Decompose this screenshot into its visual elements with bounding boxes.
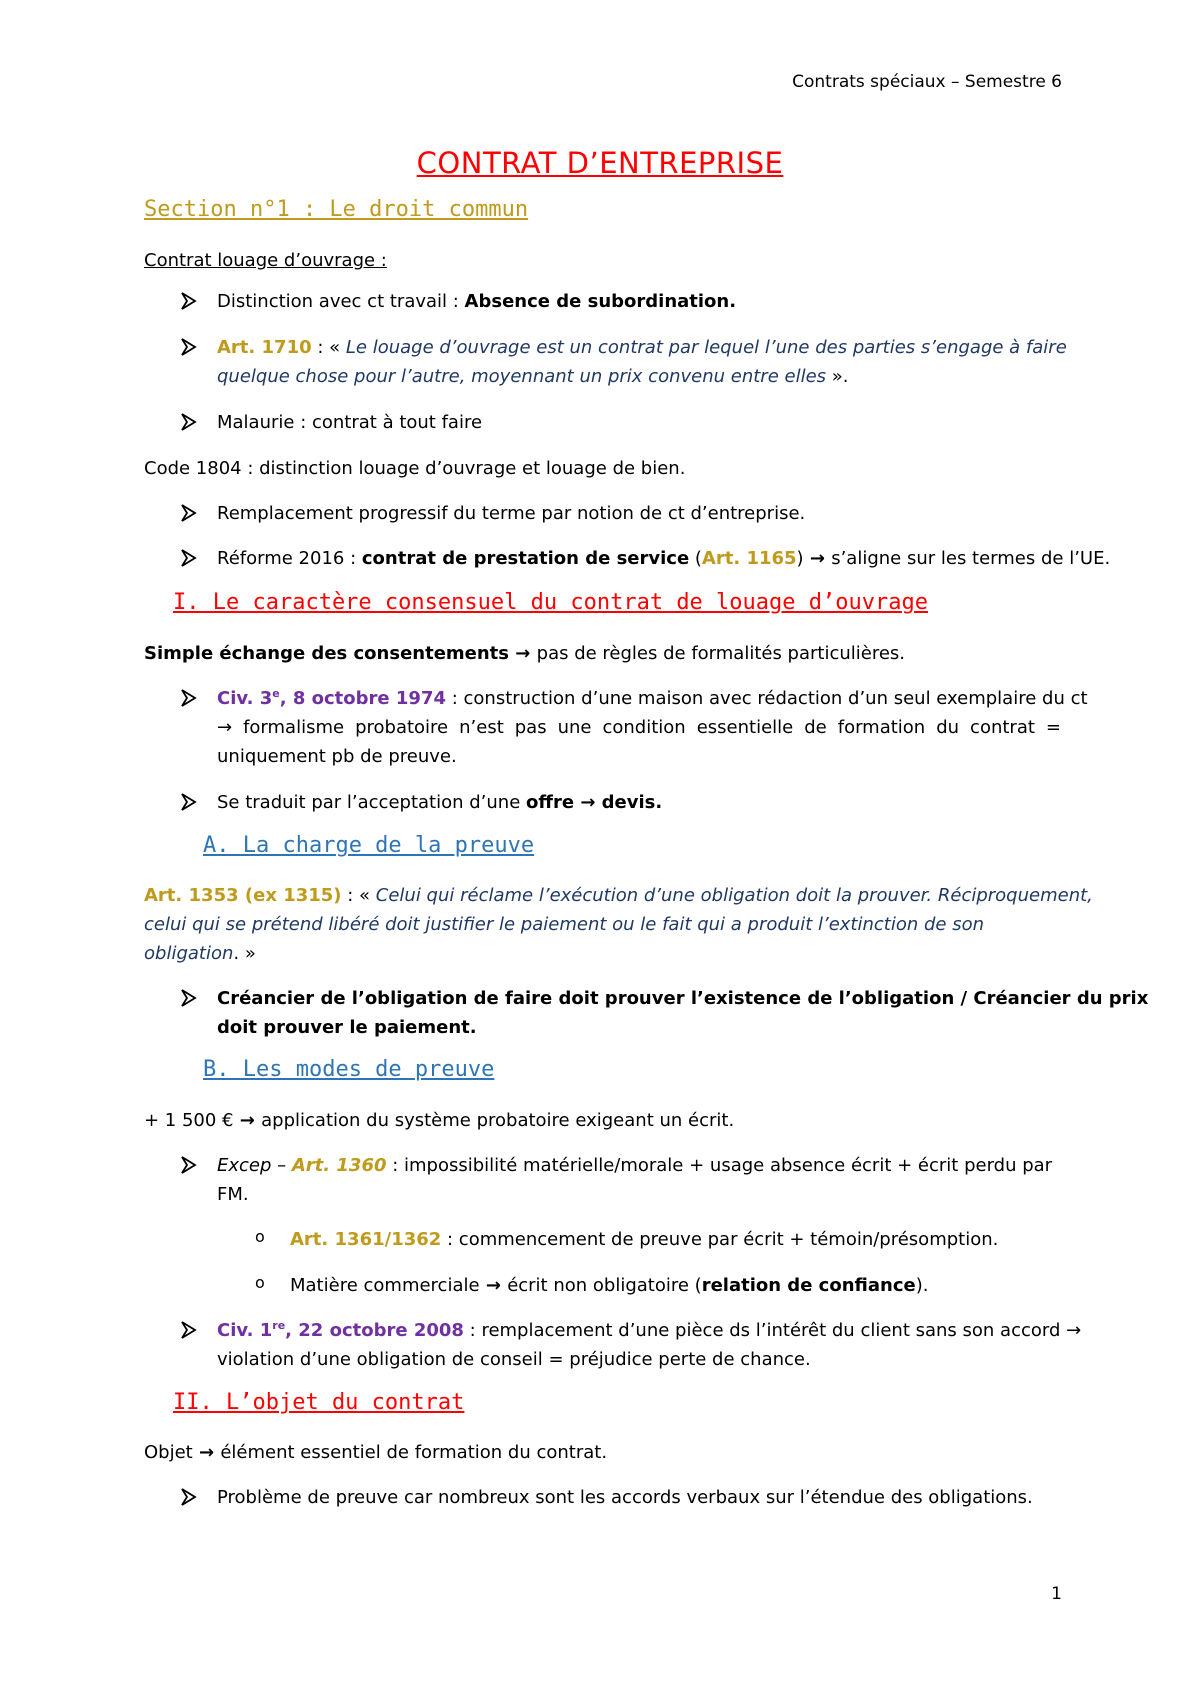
bullet-item-continuation: doit prouver le paiement. — [217, 1017, 477, 1038]
paragraph: + 1 500 € → application du système probatoire exigeant un écrit. — [144, 1110, 735, 1131]
bullet-item-continuation: → formalisme probatoire n’est pas une condition essentielle de formation du contrat = — [217, 717, 1061, 738]
running-header: Contrats spéciaux – Semestre 6 — [792, 72, 1062, 92]
sub-bullet-item: Art. 1361/1362 : commencement de preuve par écrit + témoin/présomption. — [290, 1229, 999, 1250]
bullet-item-continuation: violation d’une obligation de conseil = préjudice perte de chance. — [217, 1349, 811, 1370]
paragraph-continuation: celui qui se prétend libéré doit justifier le paiement ou le fait qui a produit l’extinction de son — [144, 914, 985, 935]
subsection-heading: B. Les modes de preuve — [203, 1057, 495, 1082]
bullet-item-continuation: quelque chose pour l’autre, moyennant un prix convenu entre elles ». — [217, 366, 849, 387]
paragraph: Simple échange des consentements → pas de règles de formalités particulières. — [144, 643, 906, 664]
bullet-item: Malaurie : contrat à tout faire — [217, 412, 483, 433]
paragraph: Code 1804 : distinction louage d’ouvrage et louage de bien. — [144, 458, 686, 479]
bullet-item: Problème de preuve car nombreux sont les accords verbaux sur l’étendue des obligations. — [217, 1487, 1033, 1508]
bullet-item: Civ. 1re, 22 octobre 2008 : remplacement d’une pièce ds l’intérêt du client sans son accord → — [217, 1319, 1082, 1341]
arrowhead-bullet-icon — [181, 792, 201, 821]
bullet-item: Excep – Art. 1360 : impossibilité matérielle/morale + usage absence écrit + écrit perdu par — [217, 1155, 1053, 1176]
arrowhead-bullet-icon — [181, 337, 201, 366]
page-number: 1 — [1051, 1584, 1062, 1604]
paragraph: Art. 1353 (ex 1315) : « Celui qui réclame l’exécution d’une obligation doit la prouver. Réciproquement, — [144, 885, 1093, 906]
arrowhead-bullet-icon — [181, 291, 201, 320]
arrowhead-bullet-icon — [181, 1320, 201, 1349]
part-heading: II. L’objet du contrat — [173, 1390, 465, 1415]
part-heading: I. Le caractère consensuel du contrat de louage d’ouvrage — [173, 590, 928, 615]
bullet-item-continuation: FM. — [217, 1184, 249, 1205]
bullet-item: Distinction avec ct travail : Absence de subordination. — [217, 291, 737, 312]
arrowhead-bullet-icon — [181, 1487, 201, 1516]
arrowhead-bullet-icon — [181, 688, 201, 717]
arrowhead-bullet-icon — [181, 548, 201, 577]
arrowhead-bullet-icon — [181, 412, 201, 441]
arrowhead-bullet-icon — [181, 503, 201, 532]
section-heading: Section n°1 : Le droit commun — [144, 197, 529, 222]
paragraph: Objet → élément essentiel de formation du contrat. — [144, 1442, 608, 1463]
circle-bullet-icon: o — [255, 1227, 265, 1246]
bullet-item: Se traduit par l’acceptation d’une offre → devis. — [217, 792, 663, 813]
bullet-item: Créancier de l’obligation de faire doit prouver l’existence de l’obligation / Créancier du prix — [217, 988, 1149, 1009]
subsection-heading: A. La charge de la preuve — [203, 833, 535, 858]
bullet-item-continuation: uniquement pb de preuve. — [217, 746, 457, 767]
paragraph-continuation: obligation. » — [144, 943, 256, 964]
subheading: Contrat louage d’ouvrage : — [144, 250, 387, 271]
arrowhead-bullet-icon — [181, 988, 201, 1017]
bullet-item: Réforme 2016 : contrat de prestation de service (Art. 1165) → s’aligne sur les termes de l’UE. — [217, 548, 1111, 569]
bullet-item: Civ. 3e, 8 octobre 1974 : construction d’une maison avec rédaction d’un seul exemplaire du ct — [217, 687, 1088, 709]
arrowhead-bullet-icon — [181, 1155, 201, 1184]
bullet-item: Remplacement progressif du terme par notion de ct d’entreprise. — [217, 503, 806, 524]
document-title: CONTRAT D’ENTREPRISE — [416, 146, 784, 180]
bullet-item: Art. 1710 : « Le louage d’ouvrage est un contrat par lequel l’une des parties s’engage à faire — [217, 337, 1067, 358]
circle-bullet-icon: o — [255, 1273, 265, 1292]
sub-bullet-item: Matière commerciale → écrit non obligatoire (relation de confiance). — [290, 1275, 929, 1296]
